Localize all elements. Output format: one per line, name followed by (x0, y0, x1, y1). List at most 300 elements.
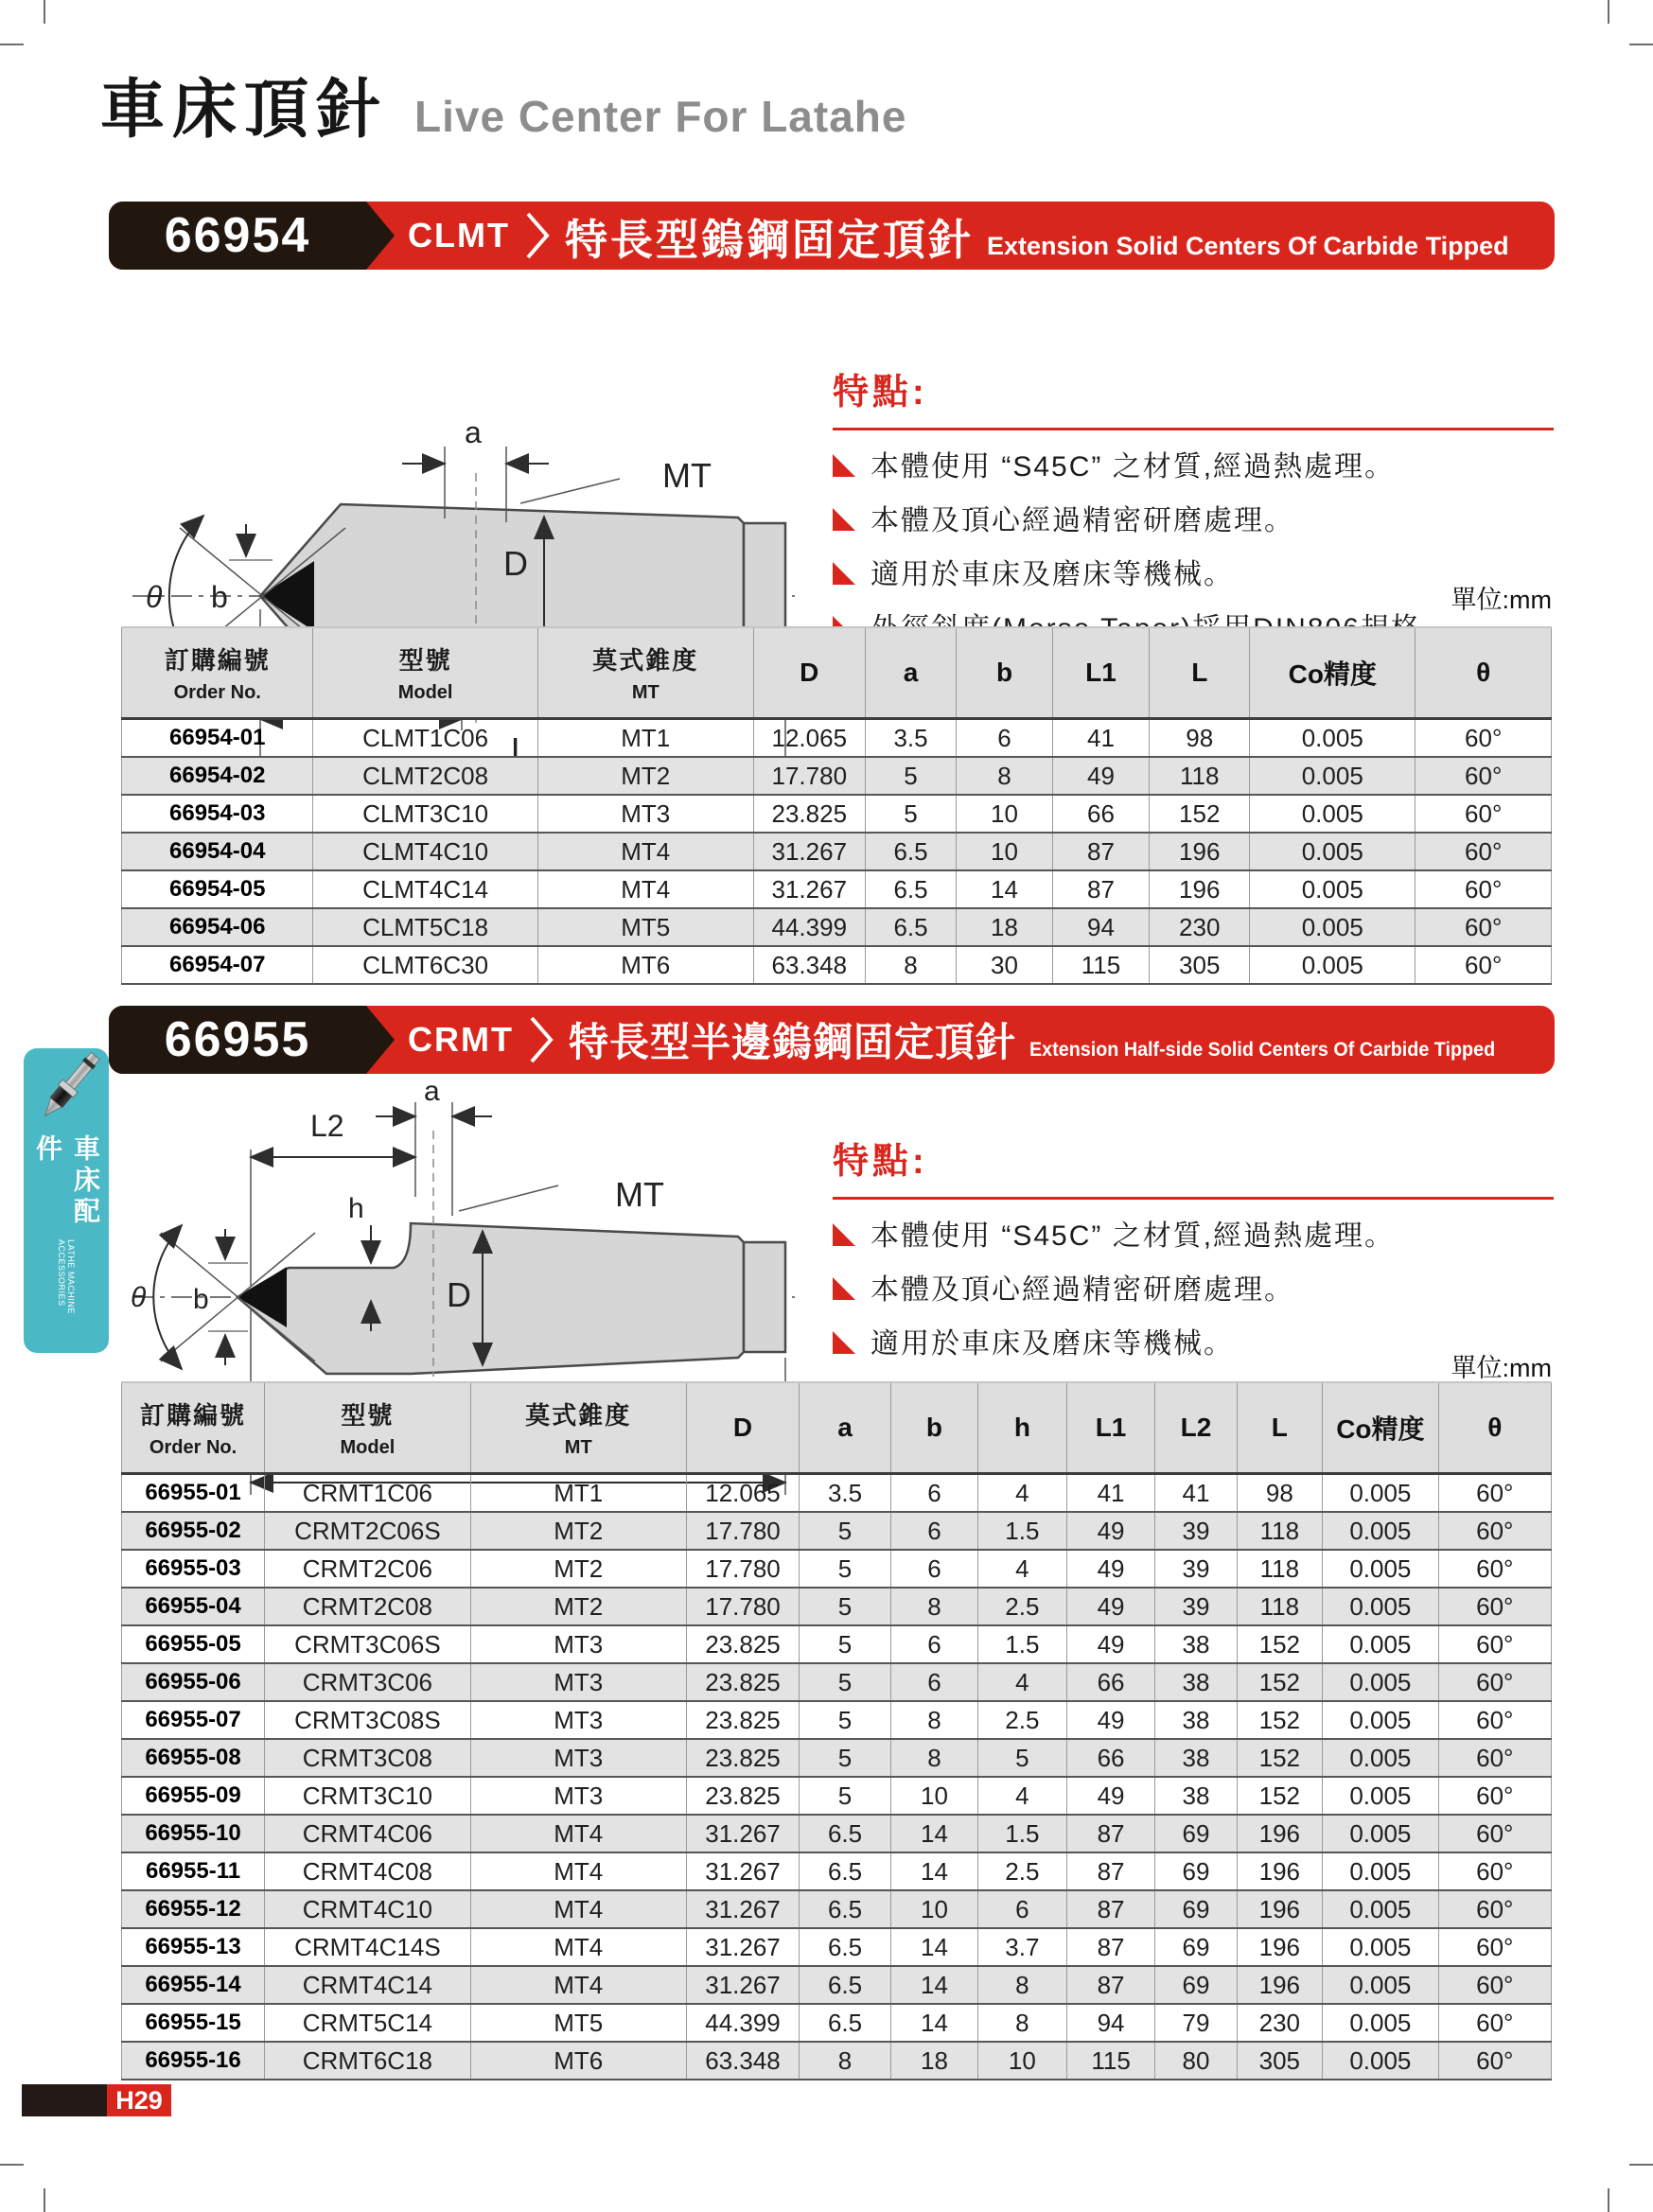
spec-cell: 66 (1066, 1739, 1155, 1777)
spec-cell: 196 (1237, 1815, 1323, 1852)
spec-cell: 5 (800, 1663, 891, 1701)
svg-text:a: a (424, 1076, 440, 1107)
spec-cell: 5 (800, 1625, 891, 1663)
spec-cell: 87 (1052, 870, 1150, 908)
spec-cell: 60° (1438, 2042, 1551, 2080)
section-title-zh: 特長型鎢鋼固定頂針 (564, 215, 974, 264)
spec-table-66955 (121, 1381, 1552, 2080)
feature-item (833, 504, 1554, 538)
column-header: a (865, 627, 957, 719)
spec-cell: 0.005 (1323, 1852, 1438, 1890)
spec-cell: 196 (1237, 1852, 1323, 1890)
order-no-cell: 66954-06 (122, 908, 313, 946)
spec-cell: 6.5 (800, 1890, 891, 1928)
spec-cell: 14 (890, 1852, 977, 1890)
spec-cell: 60° (1416, 908, 1552, 946)
spec-cell: 0.005 (1323, 1815, 1438, 1852)
spec-cell: 41 (1155, 1474, 1237, 1513)
spec-cell: 0.005 (1323, 1890, 1438, 1928)
spec-cell: 18 (890, 2042, 977, 2080)
column-header: 莫式錐度 MT (470, 1382, 686, 1474)
spec-cell: 49 (1052, 757, 1150, 795)
spec-cell: 6.5 (800, 1928, 891, 1966)
spec-cell: 5 (978, 1739, 1067, 1777)
spec-cell: 41 (1066, 1474, 1155, 1513)
spec-cell: 0.005 (1250, 946, 1416, 984)
order-no-cell: 66955-12 (122, 1890, 265, 1928)
badge-arrow (366, 1006, 395, 1074)
spec-cell: CRMT2C06 (265, 1550, 471, 1588)
chevron-right-icon (525, 209, 550, 262)
column-header: L1 (1066, 1382, 1155, 1474)
crop-mark (0, 2164, 24, 2166)
spec-cell: 31.267 (753, 833, 865, 870)
feature-item (833, 558, 1554, 592)
spec-cell: 69 (1155, 1928, 1237, 1966)
spec-cell: 94 (1052, 908, 1150, 946)
banner-titles (565, 205, 1509, 267)
spec-cell: 23.825 (753, 795, 865, 833)
spec-cell: 6 (890, 1474, 977, 1513)
spec-cell: 0.005 (1323, 1663, 1438, 1701)
spec-cell: 79 (1155, 2004, 1237, 2042)
spec-cell: 5 (800, 1512, 891, 1550)
spec-cell: 60° (1438, 1512, 1551, 1550)
spec-cell: 44.399 (686, 2004, 799, 2042)
spec-cell: 0.005 (1323, 1550, 1438, 1588)
order-no-cell: 66954-01 (122, 719, 313, 758)
spec-table (121, 626, 1552, 985)
spec-cell: 5 (800, 1777, 891, 1815)
spec-cell: 69 (1155, 1852, 1237, 1890)
spec-cell: CRMT2C08 (265, 1588, 471, 1625)
spec-cell: 0.005 (1323, 2042, 1438, 2080)
spec-cell: 80 (1155, 2042, 1237, 2080)
spec-cell: MT3 (470, 1701, 686, 1739)
spec-cell: 60° (1416, 757, 1552, 795)
spec-table (121, 1381, 1552, 2080)
table-row (122, 1890, 1552, 1928)
bullet-triangle-icon (833, 1223, 855, 1246)
spec-cell: 118 (1150, 757, 1250, 795)
crop-mark (1629, 44, 1653, 45)
spec-cell: 152 (1150, 795, 1250, 833)
spec-cell: 115 (1052, 946, 1150, 984)
sidebar-label-zh: 車床配件 (33, 1134, 100, 1229)
spec-cell: 87 (1066, 1815, 1155, 1852)
spec-cell: 10 (890, 1890, 977, 1928)
spec-cell: 0.005 (1323, 1625, 1438, 1663)
spec-cell: MT2 (537, 757, 753, 795)
spec-cell: 4 (978, 1474, 1067, 1513)
order-no-cell: 66955-04 (122, 1588, 265, 1625)
bullet-triangle-icon (833, 508, 855, 531)
spec-cell: 0.005 (1250, 757, 1416, 795)
spec-cell: 2.5 (978, 1588, 1067, 1625)
spec-cell: 23.825 (686, 1625, 799, 1663)
table-row (122, 1550, 1552, 1588)
sidebar-label-en: LATHE MACHINE ACCESSORIES (57, 1238, 76, 1314)
table-row (122, 833, 1552, 870)
column-header: 訂購編號 Order No. (122, 1382, 265, 1474)
spec-cell: CRMT4C06 (265, 1815, 471, 1852)
spec-cell: CLMT1C06 (313, 719, 537, 758)
spec-cell: CLMT2C08 (313, 757, 537, 795)
spec-cell: CLMT6C30 (313, 946, 537, 984)
spec-cell: CRMT6C18 (265, 2042, 471, 2080)
spec-cell: 118 (1237, 1512, 1323, 1550)
column-header: L (1237, 1382, 1323, 1474)
spec-cell: MT1 (470, 1474, 686, 1513)
table-row (122, 1739, 1552, 1777)
spec-cell: 196 (1237, 1966, 1323, 2004)
spec-cell: 6.5 (800, 2004, 891, 2042)
crop-mark (44, 0, 45, 24)
order-no-cell: 66955-03 (122, 1550, 265, 1588)
crop-mark (44, 2188, 45, 2212)
column-header: a (800, 1382, 891, 1474)
spec-cell: 5 (800, 1550, 891, 1588)
spec-cell: MT6 (537, 946, 753, 984)
spec-cell: 38 (1155, 1625, 1237, 1663)
column-header: L1 (1052, 627, 1150, 719)
spec-cell: 39 (1155, 1550, 1237, 1588)
spec-cell: 305 (1237, 2042, 1323, 2080)
spec-cell: 17.780 (686, 1550, 799, 1588)
spec-cell: 49 (1066, 1625, 1155, 1663)
spec-cell: MT4 (470, 1890, 686, 1928)
spec-cell: 196 (1237, 1928, 1323, 1966)
spec-cell: MT4 (470, 1928, 686, 1966)
spec-cell: 2.5 (978, 1701, 1067, 1739)
column-header: 型號 Model (265, 1382, 471, 1474)
spec-cell: 14 (890, 1815, 977, 1852)
spec-cell: 14 (890, 2004, 977, 2042)
spec-cell: 49 (1066, 1550, 1155, 1588)
svg-text:D: D (447, 1275, 471, 1314)
table-row (122, 795, 1552, 833)
svg-text:b: b (211, 580, 228, 614)
section-banner-66955 (109, 1006, 1555, 1074)
spec-cell: MT4 (470, 1815, 686, 1852)
spec-cell: 0.005 (1250, 719, 1416, 758)
svg-text:h: h (348, 1193, 364, 1224)
spec-cell: 1.5 (978, 1815, 1067, 1852)
table-row (122, 1966, 1552, 2004)
spec-cell: 63.348 (686, 2042, 799, 2080)
order-no-cell: 66955-11 (122, 1852, 265, 1890)
column-header: b (957, 627, 1052, 719)
spec-cell: 49 (1066, 1701, 1155, 1739)
feature-item (833, 450, 1554, 484)
series-label: CLMT (408, 216, 510, 255)
crop-mark (1629, 2164, 1653, 2166)
page-title-zh: 車床頂針 (100, 74, 389, 146)
spec-cell: 60° (1438, 1928, 1551, 1966)
bullet-triangle-icon (833, 562, 855, 585)
spec-cell: 31.267 (686, 1890, 799, 1928)
spec-cell: 10 (957, 795, 1052, 833)
spec-cell: 5 (865, 795, 957, 833)
page-number-badge: H29 (107, 2084, 171, 2116)
spec-cell: 6 (890, 1512, 977, 1550)
table-row (122, 719, 1552, 758)
sidebar-category-tab (24, 1048, 109, 1353)
svg-text:MT: MT (615, 1175, 664, 1214)
product-code: 66955 (164, 1012, 311, 1067)
spec-cell: MT2 (470, 1512, 686, 1550)
spec-cell: 23.825 (686, 1777, 799, 1815)
spec-cell: 60° (1416, 946, 1552, 984)
spec-cell: MT1 (537, 719, 753, 758)
order-no-cell: 66955-02 (122, 1512, 265, 1550)
spec-cell: 14 (957, 870, 1052, 908)
unit-label: 單位:mm (1451, 586, 1552, 614)
spec-cell: 60° (1438, 1701, 1551, 1739)
section-title-en: Extension Half-side Solid Centers Of Carbide Tipped (1029, 1039, 1496, 1061)
spec-cell: 5 (800, 1701, 891, 1739)
bullet-triangle-icon (833, 454, 855, 477)
spec-cell: 23.825 (686, 1739, 799, 1777)
spec-cell: MT5 (537, 908, 753, 946)
crop-mark (1608, 0, 1609, 24)
column-header: D (753, 627, 865, 719)
spec-cell: 69 (1155, 1966, 1237, 2004)
spec-cell: 39 (1155, 1512, 1237, 1550)
spec-cell: 66 (1052, 795, 1150, 833)
spec-cell: MT5 (470, 2004, 686, 2042)
features-list (833, 450, 1554, 646)
spec-cell: 0.005 (1323, 1588, 1438, 1625)
spec-cell: 60° (1438, 1890, 1551, 1928)
spec-cell: 230 (1237, 2004, 1323, 2042)
spec-cell: CRMT1C06 (265, 1474, 471, 1513)
order-no-cell: 66955-01 (122, 1474, 265, 1513)
spec-cell: MT3 (470, 1625, 686, 1663)
column-header: 訂購編號 Order No. (122, 627, 313, 719)
feature-text: 本體及頂心經過精密研磨處理。 (870, 505, 1294, 536)
spec-cell: 38 (1155, 1701, 1237, 1739)
column-header: θ (1416, 627, 1552, 719)
spec-cell: 196 (1150, 833, 1250, 870)
series-label: CRMT (408, 1020, 514, 1059)
spec-cell: 0.005 (1250, 795, 1416, 833)
table-row (122, 1663, 1552, 1701)
order-no-cell: 66955-15 (122, 2004, 265, 2042)
spec-cell: CRMT4C14S (265, 1928, 471, 1966)
spec-cell: 8 (957, 757, 1052, 795)
spec-cell: 3.5 (800, 1474, 891, 1513)
spec-cell: 196 (1150, 870, 1250, 908)
chevron-right-icon (529, 1013, 554, 1066)
spec-cell: 17.780 (686, 1588, 799, 1625)
spec-cell: 4 (978, 1550, 1067, 1588)
spec-cell: 5 (800, 1588, 891, 1625)
spec-cell: MT2 (470, 1588, 686, 1625)
spec-cell: 87 (1066, 1890, 1155, 1928)
spec-cell: 6 (957, 719, 1052, 758)
spec-cell: 6.5 (800, 1815, 891, 1852)
product-code-badge (109, 1006, 366, 1074)
spec-cell: 4 (978, 1777, 1067, 1815)
order-no-cell: 66955-06 (122, 1663, 265, 1701)
features-block-66955 (833, 1132, 1554, 1415)
spec-cell: 87 (1066, 1966, 1155, 2004)
spec-cell: 0.005 (1323, 1777, 1438, 1815)
banner-titles (569, 1011, 1525, 1068)
order-no-cell: 66954-04 (122, 833, 313, 870)
page-title-en: Live Center For Latahe (414, 92, 907, 141)
order-no-cell: 66954-07 (122, 946, 313, 984)
bullet-triangle-icon (833, 1277, 855, 1300)
spec-cell: 18 (957, 908, 1052, 946)
spec-cell: CRMT3C06 (265, 1663, 471, 1701)
svg-text:b: b (193, 1284, 209, 1315)
spec-cell: 152 (1237, 1739, 1323, 1777)
spec-cell: 30 (957, 946, 1052, 984)
bullet-triangle-icon (833, 1331, 855, 1354)
spec-cell: 31.267 (686, 1815, 799, 1852)
spec-cell: 49 (1066, 1588, 1155, 1625)
svg-text:θ: θ (131, 1282, 147, 1313)
spec-cell: 0.005 (1323, 1474, 1438, 1513)
spec-cell: 60° (1438, 1777, 1551, 1815)
column-header: Co精度 (1250, 627, 1416, 719)
spec-cell: 12.065 (686, 1474, 799, 1513)
order-no-cell: 66955-10 (122, 1815, 265, 1852)
spec-cell: 0.005 (1323, 1701, 1438, 1739)
live-center-photo (26, 1048, 106, 1132)
spec-cell: 60° (1438, 1815, 1551, 1852)
feature-text: 適用於車床及磨床等機械。 (870, 1328, 1234, 1360)
svg-text:θ: θ (146, 580, 163, 614)
spec-cell: 31.267 (686, 1966, 799, 2004)
table-row (122, 1928, 1552, 1966)
spec-cell: 44.399 (753, 908, 865, 946)
column-header: 型號 Model (313, 627, 537, 719)
spec-cell: 305 (1150, 946, 1250, 984)
svg-text:D: D (503, 544, 528, 583)
crop-mark (1608, 2188, 1609, 2212)
spec-cell: 5 (865, 757, 957, 795)
spec-cell: 38 (1155, 1777, 1237, 1815)
order-no-cell: 66954-02 (122, 757, 313, 795)
table-row (122, 870, 1552, 908)
product-code: 66954 (164, 208, 311, 263)
table-row (122, 757, 1552, 795)
spec-cell: 60° (1416, 719, 1552, 758)
svg-text:a: a (465, 415, 482, 449)
spec-cell: 69 (1155, 1890, 1237, 1928)
table-row (122, 1512, 1552, 1550)
table-row (122, 946, 1552, 984)
order-no-cell: 66954-05 (122, 870, 313, 908)
spec-cell: 60° (1438, 2004, 1551, 2042)
spec-cell: 1.5 (978, 1512, 1067, 1550)
spec-cell: CLMT3C10 (313, 795, 537, 833)
spec-cell: 8 (890, 1739, 977, 1777)
spec-cell: 0.005 (1250, 908, 1416, 946)
spec-cell: CRMT2C06S (265, 1512, 471, 1550)
spec-cell: 152 (1237, 1625, 1323, 1663)
features-heading: 特點: (833, 362, 1554, 430)
svg-text:MT: MT (662, 456, 712, 495)
spec-cell: 6 (890, 1550, 977, 1588)
spec-cell: 196 (1237, 1890, 1323, 1928)
features-heading: 特點: (833, 1132, 1554, 1200)
spec-table-66954 (121, 626, 1552, 985)
section-banner-66954 (109, 202, 1555, 270)
spec-cell: 0.005 (1250, 870, 1416, 908)
spec-cell: 6 (978, 1890, 1067, 1928)
footer-bar (22, 2084, 107, 2116)
spec-cell: 10 (890, 1777, 977, 1815)
order-no-cell: 66955-14 (122, 1966, 265, 2004)
column-header: L2 (1155, 1382, 1237, 1474)
spec-cell: 87 (1066, 1928, 1155, 1966)
spec-cell: 0.005 (1323, 1966, 1438, 2004)
spec-cell: 1.5 (978, 1625, 1067, 1663)
order-no-cell: 66955-16 (122, 2042, 265, 2080)
spec-cell: 60° (1438, 1852, 1551, 1890)
spec-cell: 98 (1237, 1474, 1323, 1513)
spec-cell: 2.5 (978, 1852, 1067, 1890)
column-header: Co精度 (1323, 1382, 1438, 1474)
feature-item (833, 1273, 1554, 1308)
spec-cell: 14 (890, 1966, 977, 2004)
spec-cell: 94 (1066, 2004, 1155, 2042)
spec-cell: 60° (1416, 870, 1552, 908)
spec-cell: 49 (1066, 1777, 1155, 1815)
spec-cell: 87 (1052, 833, 1150, 870)
spec-cell: 38 (1155, 1663, 1237, 1701)
spec-cell: 3.7 (978, 1928, 1067, 1966)
spec-cell: CRMT3C06S (265, 1625, 471, 1663)
feature-item (833, 1220, 1554, 1254)
svg-text:L2: L2 (310, 1109, 344, 1143)
spec-cell: 10 (957, 833, 1052, 870)
sidebar-labels (28, 1134, 104, 1353)
table-row (122, 1701, 1552, 1739)
spec-cell: 10 (978, 2042, 1067, 2080)
spec-cell: 8 (978, 2004, 1067, 2042)
spec-cell: 152 (1237, 1663, 1323, 1701)
column-header: θ (1438, 1382, 1551, 1474)
spec-cell: 39 (1155, 1588, 1237, 1625)
spec-cell: 60° (1416, 833, 1552, 870)
spec-cell: 31.267 (753, 870, 865, 908)
spec-cell: 0.005 (1323, 1928, 1438, 1966)
spec-cell: 66 (1066, 1663, 1155, 1701)
table-row (122, 908, 1552, 946)
spec-cell: 6.5 (865, 870, 957, 908)
spec-cell: 8 (800, 2042, 891, 2080)
column-header: h (978, 1382, 1067, 1474)
spec-cell: 60° (1438, 1966, 1551, 2004)
spec-cell: 152 (1237, 1701, 1323, 1739)
spec-cell: 0.005 (1323, 1512, 1438, 1550)
spec-cell: 118 (1237, 1588, 1323, 1625)
badge-arrow (366, 202, 395, 270)
spec-cell: 23.825 (686, 1701, 799, 1739)
spec-cell: CRMT3C08S (265, 1701, 471, 1739)
spec-cell: MT6 (470, 2042, 686, 2080)
order-no-cell: 66954-03 (122, 795, 313, 833)
spec-cell: 38 (1155, 1739, 1237, 1777)
spec-cell: 6.5 (800, 1966, 891, 2004)
feature-text: 本體使用 “S45C” 之材質,經過熱處理。 (870, 451, 1396, 483)
order-no-cell: 66955-07 (122, 1701, 265, 1739)
